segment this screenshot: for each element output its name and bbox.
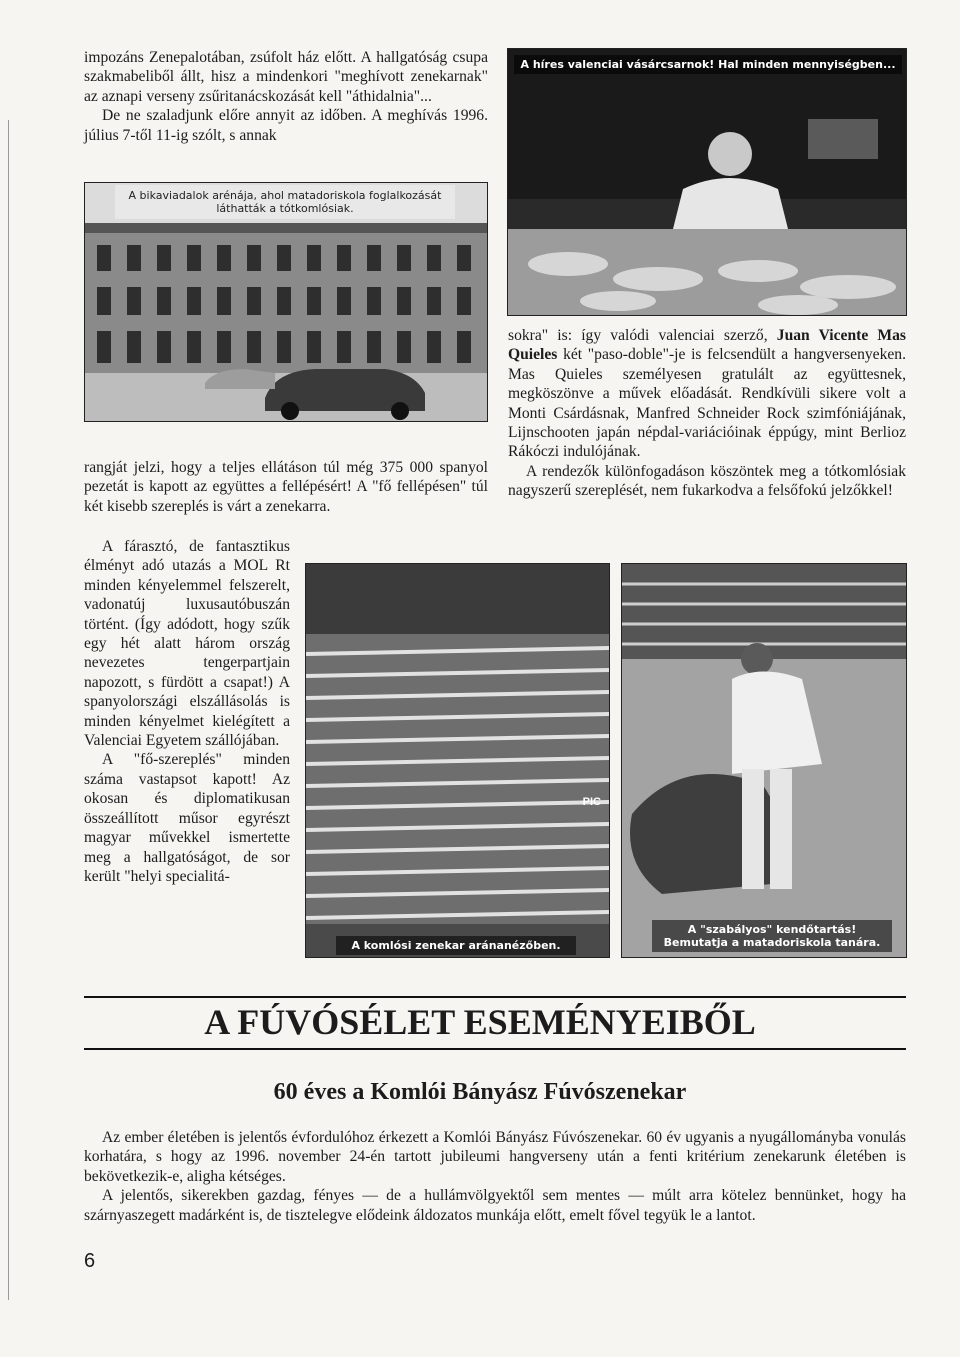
text-run: két "paso-doble"-je is felcsendült a hangversenyeken. Mas Quieles személyesen gratulált az együttesnek, megköszönve a művek előadását. Rendkívüli sikere volt a Monti Csárdásnak, Manfred Schneider Rock szimfóniájának, Lijnschooten japán népdal-variációinak éppúgy, mint Berlioz Rákóczi indulójának. <box>508 346 906 461</box>
market-illustration <box>508 49 907 316</box>
column-left-mid <box>84 458 488 516</box>
page-number: 6 <box>84 1250 96 1272</box>
column-right-top <box>508 326 906 501</box>
photo-fish-market <box>507 48 907 316</box>
paragraph: rangját jelzi, hogy a teljes ellátáson túl még 375 000 spanyol pezetát is kapott az együttes a fellépésért! A "fő fellépésen" túl két kisebb szereplés is várt a zenekarra. <box>84 459 488 515</box>
photo-bullring-arena <box>84 182 488 422</box>
stands-illustration <box>306 564 610 958</box>
text-run: sokra" is: így valódi valenciai szerző, <box>508 327 777 344</box>
paragraph: A "fő-szereplés" minden száma vastapsot kapott! Az okosan és diplomatikusan összeállított műsor egyrészt magyar művekkel ismertette meg a hallgatóságot, de sor került "helyi specialitá- <box>84 751 290 885</box>
photo-marker: PIC <box>582 796 601 808</box>
article-body <box>84 1128 906 1225</box>
column-left-narrow <box>84 537 290 886</box>
matador-illustration <box>622 564 907 958</box>
section-title: A FÚVÓSÉLET ESEMÉNYEIBŐL <box>204 1002 756 1042</box>
photo-empty-stands <box>305 563 610 958</box>
section-rule-bottom <box>84 1048 906 1050</box>
photo-caption: A bikaviadalok arénája, ahol matadoriskola foglalkozását láthatták a tótkomlósiak. <box>115 185 455 219</box>
paragraph: impozáns Zenepalotában, zsúfolt ház előtt. A hallgatóság csupa szakmabeliből állt, hisz a mindenkori "meghívott zenekarnak" az aznapi verseny zsűritanácskozását kell "áthidalnia"... <box>84 49 488 105</box>
paragraph: A fárasztó, de fantasztikus élményt adó utazás a MOL Rt minden kényelemmel felszerelt, vadonatúj luxusautóbuszán történt. (Így adódott, hogy szűk egy hét alatt három ország nevezetes tengerpartjain napozott, s fürdött a csapat!) A spanyolországi elszállásolás is minden kényelmet kielégített a Valenciai Egyetem szállójában. <box>84 538 290 750</box>
paragraph <box>508 326 906 462</box>
paragraph: A rendezők különfogadáson köszöntek meg a tótkomlósiak nagyszerű szereplését, nem fukarkodva a felsőfokú jelzőkkel! <box>508 462 906 500</box>
photo-caption: A komlósi zenekar aránanézőben. <box>336 936 576 955</box>
paragraph: A jelentős, sikerekben gazdag, fényes — de a hullámvölgyektől sem mentes — múlt arra kötelez bennünket, hogy ha szárnyaszegett madárként is, de tisztelegve elődeink áldozatos munkája előtt, emelt fővel tegyük le a lantot. <box>84 1187 906 1224</box>
article-title: 60 éves a Komlói Bányász Fúvószenekar <box>273 1079 687 1105</box>
paragraph: De ne szaladjunk előre annyit az időben. A meghívás 1996. július 7-től 11-ig szólt, s annak <box>84 107 488 144</box>
scan-edge <box>8 120 9 1300</box>
paragraph: Az ember életében is jelentős évfordulóhoz érkezett a Komlói Bányász Fúvószenekar. 60 év ugyanis a nyugállományba vonulás korhatára, s hogy az 1996. november 24-én tartott jubileumi hangverseny után a fenti kritérium zenekarunk életében is bekövetkezik-e, aligha kétséges. <box>84 1129 906 1185</box>
column-left-top <box>84 48 488 145</box>
photo-caption: A híres valenciai vásárcsarnok! Hal minden mennyiségben... <box>514 55 902 74</box>
photo-caption: A "szabályos" kendőtartás! Bemutatja a matadoriskola tanára. <box>652 920 892 952</box>
composer-name: Juan Vicente Mas Quieles <box>508 327 906 364</box>
photo-matador-teacher <box>621 563 907 958</box>
